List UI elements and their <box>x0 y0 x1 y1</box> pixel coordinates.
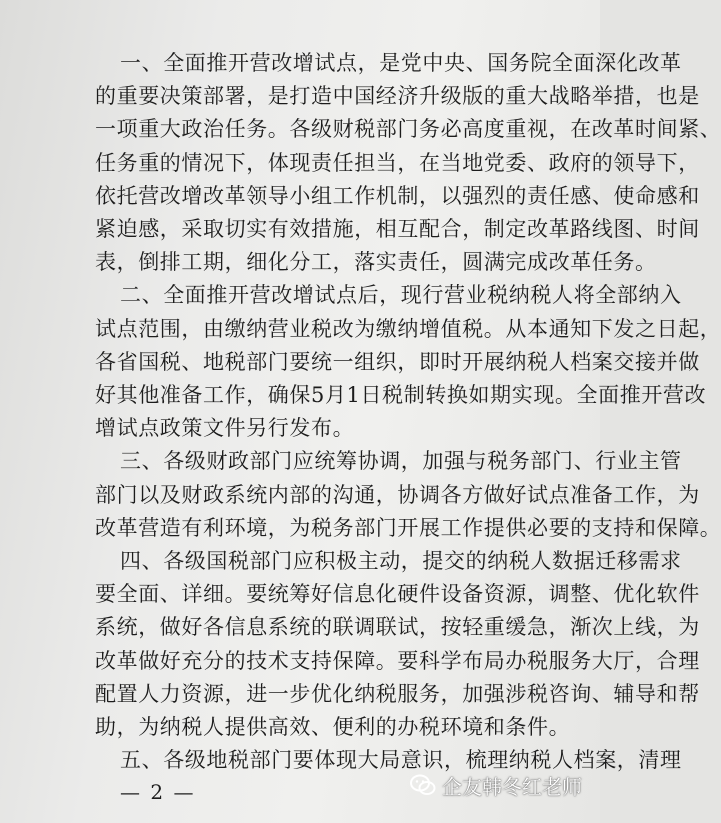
text-line: 配置人力资源，进一步优化纳税服务，加强涉税咨询、辅导和帮 <box>95 681 700 706</box>
text-line: 四、各级国税部门应积极主动，提交的纳税人数据迁移需求 <box>120 549 682 573</box>
text-line: 部门以及财政系统内部的沟通，协调各方做好试点准备工作，为 <box>95 482 700 507</box>
text-line: 要全面、详细。要统筹好信息化硬件设备资源，调整、优化软件 <box>95 582 700 607</box>
text-line: 好其他准备工作，确保5月1日税制转换如期实现。全面推开营改 <box>95 383 707 407</box>
text-line: 二、全面推开营改增试点后，现行营业税纳税人将全部纳入 <box>120 283 682 308</box>
text-line: 依托营改增改革领导小组工作机制，以强烈的责任感、使命感和 <box>95 183 700 208</box>
text-line: 增试点政策文件另行发布。 <box>95 416 355 441</box>
watermark-text: 企友韩冬红老师 <box>442 774 582 799</box>
text-line: 改革营造有利环境，为税务部门开展工作提供必要的支持和保障。 <box>95 515 721 540</box>
text-line: 助，为纳税人提供高效、便利的办税环境和条件。 <box>95 715 571 739</box>
text-line: 五、各级地税部门要体现大局意识，梳理纳税人档案，清理 <box>120 748 682 773</box>
text-line: 一项重大政治任务。各级财税部门务必高度重视，在改革时间紧、 <box>95 117 721 142</box>
text-line: 各省国税、地税部门要统一组织，即时开展纳税人档案交接并做 <box>95 349 700 374</box>
text-line: 系统，做好各信息系统的联调联试，按轻重缓急，渐次上线，为 <box>95 615 700 640</box>
watermark <box>410 770 582 800</box>
text-line: 表，倒排工期，细化分工，落实责任，圆满完成改革任务。 <box>95 250 657 275</box>
text-line: 紧迫感，采取切实有效措施，相互配合，制定改革路线图、时间 <box>95 217 700 241</box>
text-line: 改革做好充分的技术支持保障。要科学布局办税服务大厅，合理 <box>95 648 700 673</box>
text-line: 一、全面推开营改增试点，是党中央、国务院全面深化改革 <box>120 51 682 75</box>
page-number: — 2 — <box>120 780 196 805</box>
text-line: 的重要决策部署，是打造中国经济升级版的重大战略举措，也是 <box>95 84 700 109</box>
text-line: 任务重的情况下，体现责任担当，在当地党委、政府的领导下， <box>95 150 700 175</box>
wechat-icon <box>410 774 436 796</box>
text-line: 试点范围，由缴纳营业税改为缴纳增值税。从本通知下发之日起， <box>95 316 721 341</box>
text-line: 三、各级财政部门应统筹协调，加强与税务部门、行业主管 <box>120 449 682 474</box>
